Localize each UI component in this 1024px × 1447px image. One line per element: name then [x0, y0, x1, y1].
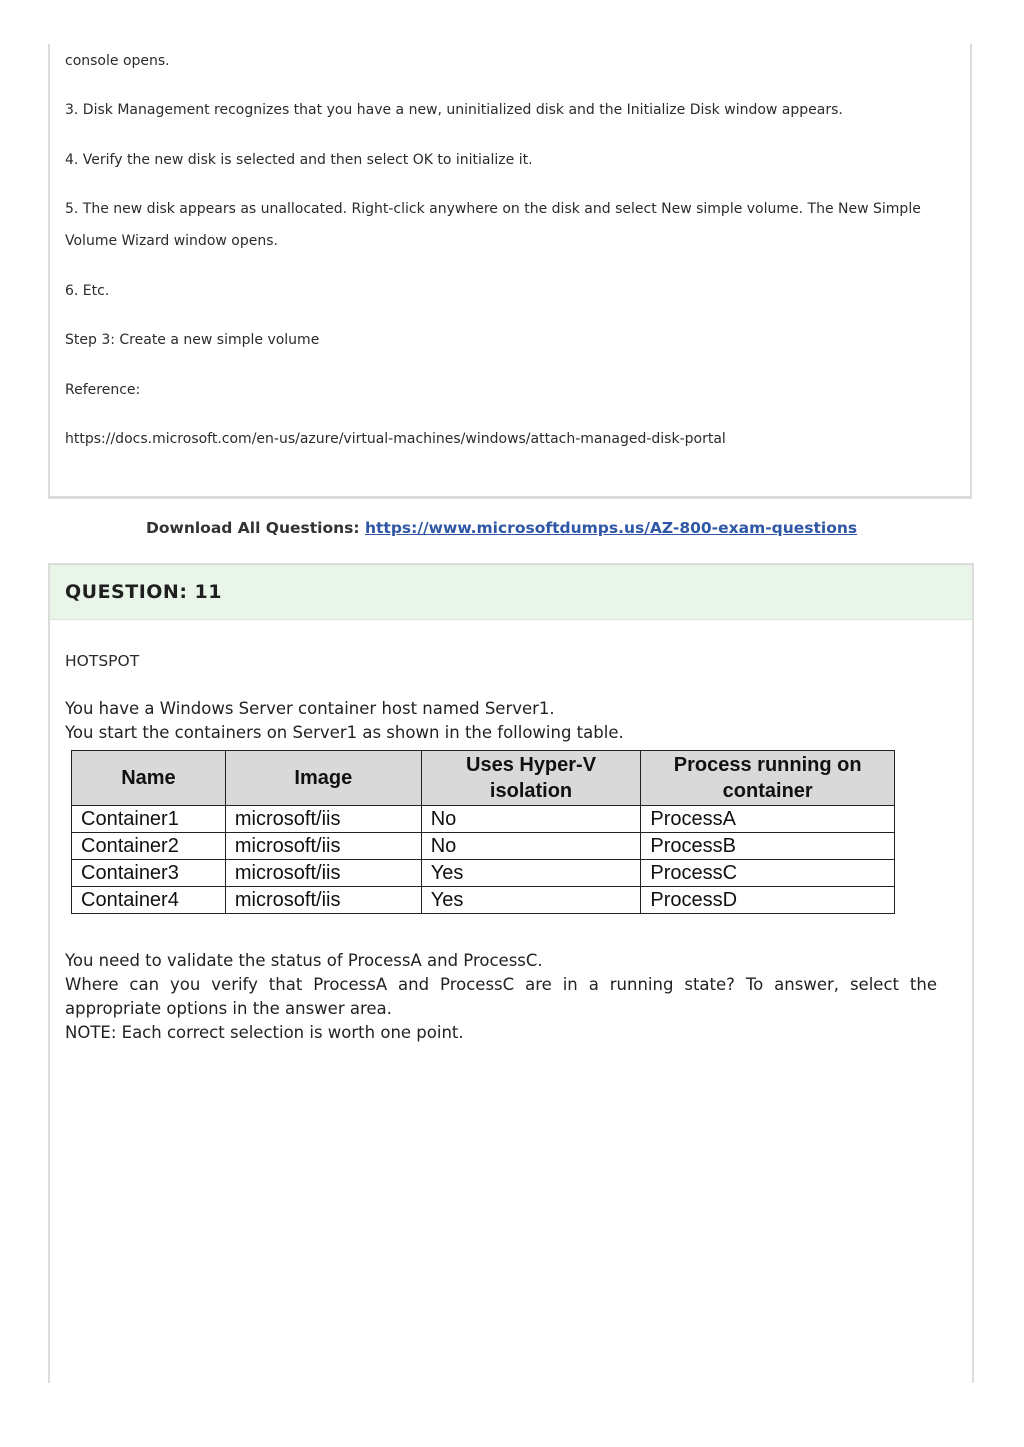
question-type: HOTSPOT — [65, 652, 140, 670]
task-line-1: You need to validate the status of ProcessA and ProcessC. — [65, 951, 543, 970]
cell-process: ProcessA — [641, 806, 895, 833]
cell-hyperv: No — [421, 833, 641, 860]
question-note: NOTE: Each correct selection is worth one point. — [65, 1023, 464, 1042]
cell-image: microsoft/iis — [225, 806, 421, 833]
download-link[interactable]: https://www.microsoftdumps.us/AZ-800-exam-questions — [364, 519, 858, 537]
cell-image: microsoft/iis — [225, 833, 421, 860]
question-header — [50, 565, 972, 620]
header-image: Image — [225, 751, 421, 806]
header-hyperv-isolation: Uses Hyper-V isolation — [421, 751, 641, 806]
cell-process: ProcessC — [641, 860, 895, 887]
cell-image: microsoft/iis — [225, 887, 421, 914]
answer-line-console-opens: console opens. — [65, 53, 170, 69]
answer-step-3: 3. Disk Management recognizes that you have a new, uninitialized disk and the Initialize Disk window appears. — [65, 102, 843, 118]
cell-hyperv: Yes — [421, 887, 641, 914]
question-title: QUESTION: 11 — [65, 581, 222, 603]
download-line — [146, 519, 857, 537]
table-header-row — [72, 751, 895, 806]
table-row — [72, 806, 895, 833]
cell-image: microsoft/iis — [225, 860, 421, 887]
question-intro-1: You have a Windows Server container host named Server1. — [65, 699, 555, 718]
cell-hyperv: Yes — [421, 860, 641, 887]
reference-label: Reference: — [65, 382, 141, 398]
table-row — [72, 860, 895, 887]
reference-url: https://docs.microsoft.com/en-us/azure/virtual-machines/windows/attach-managed-disk-portal — [65, 431, 726, 447]
answer-step-4: 4. Verify the new disk is selected and then select OK to initialize it. — [65, 152, 533, 168]
cell-name: Container4 — [72, 887, 226, 914]
answer-step-6: 6. Etc. — [65, 283, 110, 299]
header-name: Name — [72, 751, 226, 806]
cell-name: Container2 — [72, 833, 226, 860]
cell-name: Container3 — [72, 860, 226, 887]
task-line-2: Where can you verify that ProcessA and ProcessC are in a running state? To answer, select the appropriate options in the answer area. — [65, 975, 937, 1018]
answer-step-5: 5. The new disk appears as unallocated. Right-click anywhere on the disk and select New simple volume. The New Simple Volume Wizard window opens. — [65, 201, 921, 249]
download-label: Download All Questions: — [146, 519, 365, 537]
question-intro-2: You start the containers on Server1 as shown in the following table. — [65, 723, 624, 742]
table-row — [72, 833, 895, 860]
cell-process: ProcessB — [641, 833, 895, 860]
header-process: Process running on container — [641, 751, 895, 806]
containers-table — [71, 750, 895, 914]
cell-hyperv: No — [421, 806, 641, 833]
table-row — [72, 887, 895, 914]
answer-step-create-volume: Step 3: Create a new simple volume — [65, 332, 320, 348]
cell-process: ProcessD — [641, 887, 895, 914]
cell-name: Container1 — [72, 806, 226, 833]
